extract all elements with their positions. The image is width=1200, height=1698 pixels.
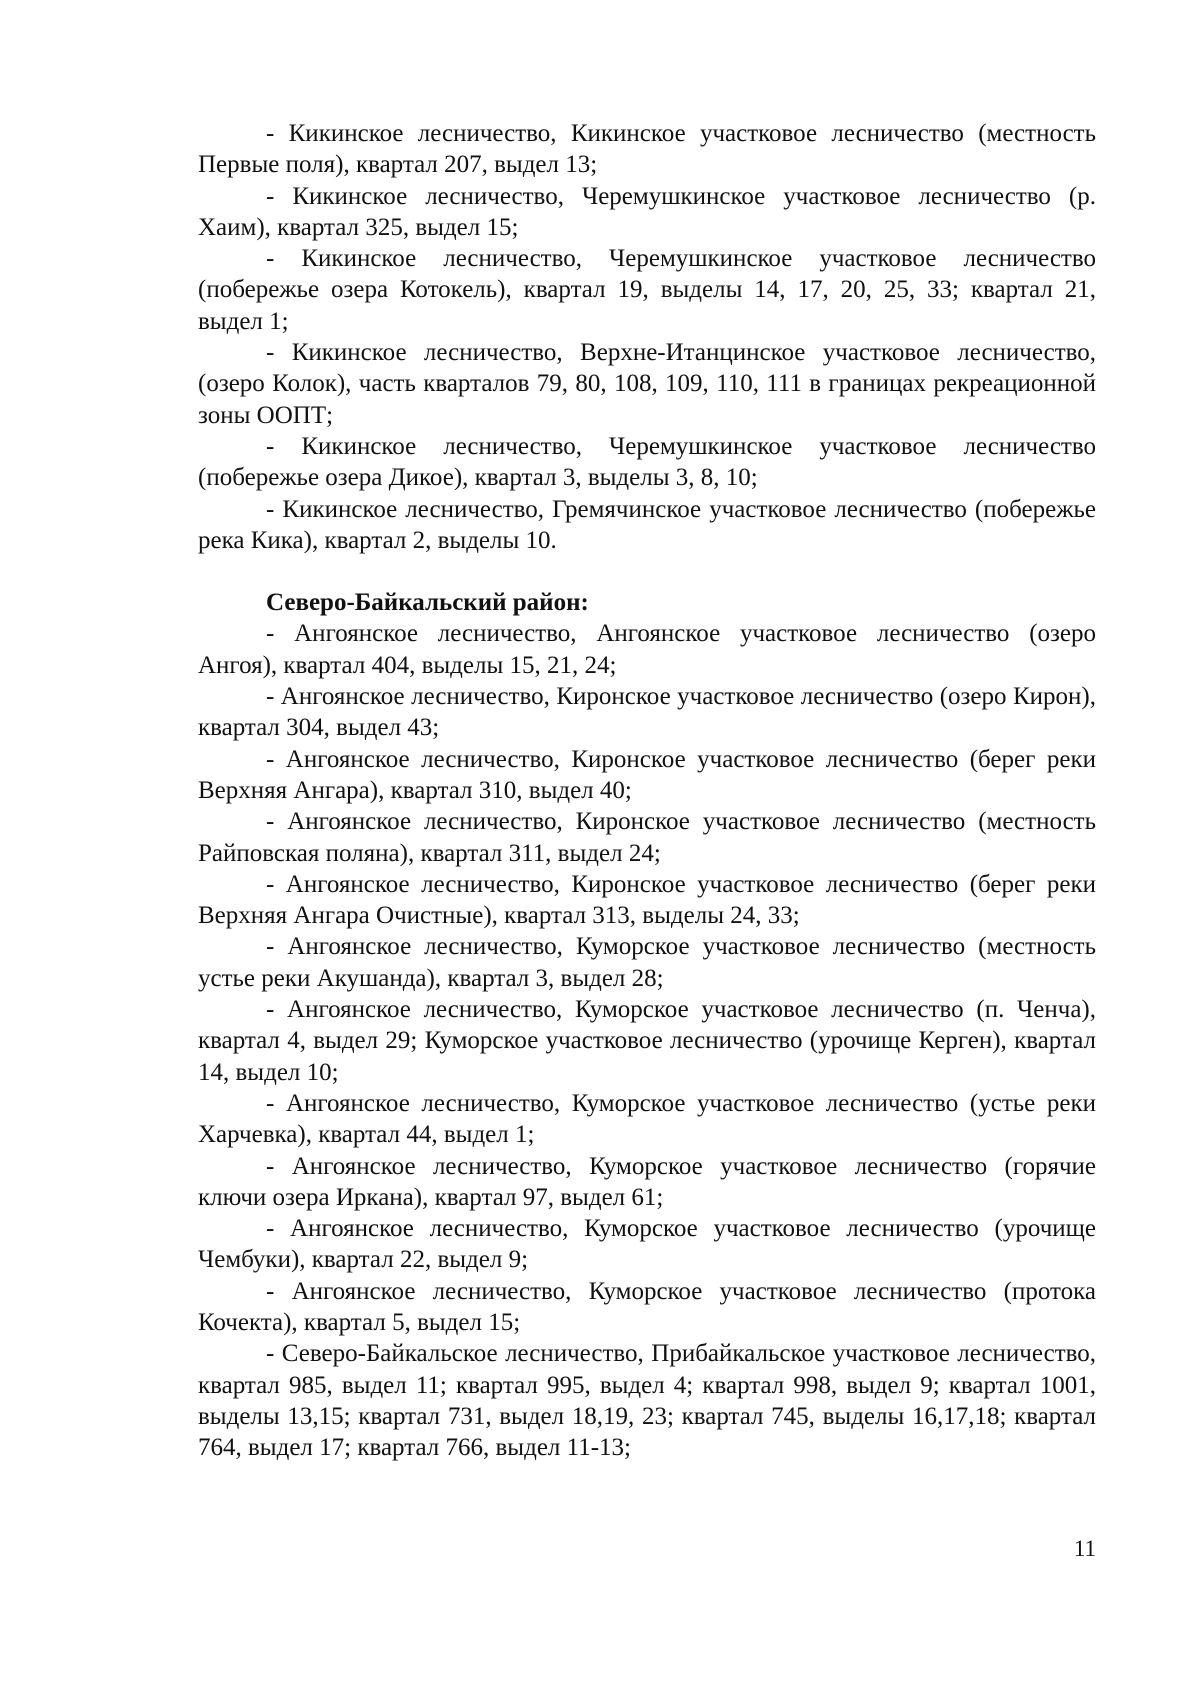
list-item: - Кикинское лесничество, Гремячинское участковое лесничество (побережье река Кика), квартал 2, выделы 10. xyxy=(198,495,1096,554)
section-heading: Северо-Байкальский район: xyxy=(266,589,589,617)
list-item: - Ангоянское лесничество, Куморское участковое лесничество (п. Ченча), квартал 4, выдел 29; Куморское участковое лесничество (урочище Керген), квартал 14, выдел 10; xyxy=(198,996,1096,1086)
list-item: - Кикинское лесничество, Кикинское участковое лесничество (местность Первые поля), квартал 207, выдел 13; xyxy=(198,120,1096,179)
list-item: - Ангоянское лесничество, Киронское участковое лесничество (озеро Кирон), квартал 304, выдел 43; xyxy=(198,683,1096,742)
list-item: - Кикинское лесничество, Верхне-Итанцинское участковое лесничество, (озеро Колок), часть кварталов 79, 80, 108, 109, 110, 111 в границах рекреационной зоны ООПТ; xyxy=(198,339,1096,429)
list-item: - Ангоянское лесничество, Куморское участковое лесничество (горячие ключи озера Иркана), квартал 97, выдел 61; xyxy=(198,1152,1096,1211)
document-body xyxy=(198,118,1096,1463)
list-item: - Кикинское лесничество, Черемушкинское участковое лесничество (побережье озера Котокель), квартал 19, выделы 14, 17, 20, 25, 33; квартал 21, выдел 1; xyxy=(198,245,1096,335)
list-item: - Ангоянское лесничество, Куморское участковое лесничество (устье реки Харчевка), квартал 44, выдел 1; xyxy=(198,1089,1096,1149)
list-item: - Ангоянское лесничество, Куморское участковое лесничество (урочище Чембуки), квартал 22, выдел 9; xyxy=(198,1215,1096,1274)
list-item: - Северо-Байкальское лесничество, Прибайкальское участковое лесничество, квартал 985, выдел 11; квартал 995, выдел 4; квартал 998, выдел 9; квартал 1001, выделы 13,15; квартал 731, выдел 18,19, 23; квартал 745, выделы 16,17,18; квартал 764, выдел 17; квартал 766, выдел 11-13; xyxy=(198,1340,1096,1462)
list-item: - Ангоянское лесничество, Киронское участковое лесничество (берег реки Верхняя Ангара Очистные), квартал 313, выделы 24, 33; xyxy=(198,870,1096,930)
list-item: - Ангоянское лесничество, Киронское участковое лесничество (местность Райповская поляна), квартал 311, выдел 24; xyxy=(198,808,1096,867)
list-item: - Ангоянское лесничество, Куморское участковое лесничество (протока Кочекта), квартал 5, выдел 15; xyxy=(198,1277,1096,1336)
list-item: - Кикинское лесничество, Черемушкинское участковое лесничество (р. Хаим), квартал 325, выдел 15; xyxy=(198,182,1096,241)
list-item: - Ангоянское лесничество, Ангоянское участковое лесничество (озеро Ангоя), квартал 404, выделы 15, 21, 24; xyxy=(198,620,1096,679)
list-item: - Ангоянское лесничество, Киронское участковое лесничество (берег реки Верхняя Ангара), квартал 310, выдел 40; xyxy=(198,745,1096,804)
list-item: - Ангоянское лесничество, Куморское участковое лесничество (местность устье реки Акушанда), квартал 3, выдел 28; xyxy=(198,933,1096,992)
page-number: 11 xyxy=(1073,1536,1096,1561)
list-item: - Кикинское лесничество, Черемушкинское участковое лесничество (побережье озера Дикое), квартал 3, выделы 3, 8, 10; xyxy=(198,432,1096,492)
